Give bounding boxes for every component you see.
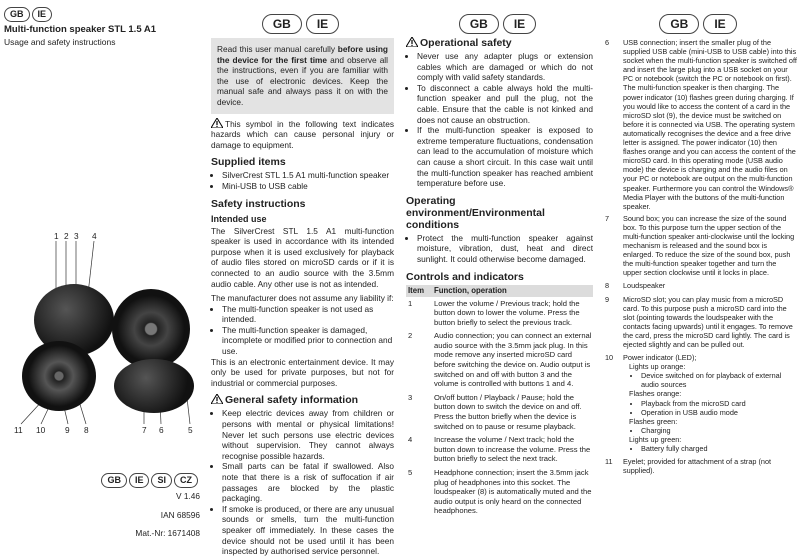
led-state-label: Lights up orange:: [629, 362, 686, 372]
general-heading: [211, 394, 394, 406]
callout-number: 10: [36, 425, 46, 435]
item-text: On/off button / Playback / Pause; hold the button down to switch the device on and off. Press the button briefly when the device is switched on to pause or resume playback.: [434, 392, 582, 431]
callout-number: 3: [74, 231, 79, 241]
list-item: • Protect the multi-function speaker against moisture, vibration, dust, heat and direct sunlight. It could otherwise become damaged.: [417, 233, 593, 265]
table-row: [406, 391, 593, 433]
led-state-label: Flashes orange:: [629, 389, 682, 399]
table-row: [406, 466, 593, 518]
item-number: 11: [605, 457, 613, 467]
liability-list: [211, 304, 394, 357]
table-row: [603, 293, 797, 352]
list-item: • The multi-function speaker is damaged, incomplete or modified prior to connection and use.: [222, 325, 394, 357]
callout-number: 6: [159, 425, 164, 435]
controls-table-header: [406, 285, 593, 297]
lang-badge: GB: [4, 7, 30, 22]
item-text: MicroSD slot; you can play music from a microSD card. To this purpose push a microSD card into the slot (pointing towards the loudspeaker with the contacts facing upwards) until it engages. To remove the card, press the microSD card lightly. The card is ejected slightly and can be pulled out.: [623, 294, 793, 349]
led-state-list: [623, 399, 797, 417]
item-number: 5: [408, 468, 413, 477]
intro-text: Read this user manual carefully: [217, 44, 338, 54]
column-header: Function, operation: [434, 285, 507, 295]
col3-lang-badges: [406, 14, 593, 34]
environment-heading: Operating environment/Environmental conditions: [406, 194, 545, 231]
callout-number: 5: [188, 425, 193, 435]
table-row: [603, 455, 797, 477]
intro-text-end: and observe all the instructions, even if you are familiar with the use of electronic devices. Keep the manual safe and always pass it on with the device.: [217, 54, 388, 107]
callout-number: 1: [54, 231, 59, 241]
material-number: Mat.-Nr: 1671408: [135, 528, 200, 538]
operational-heading: [406, 37, 593, 49]
list-item: • Small parts can be fatal if swallowed. Also note that there is a risk of suffocation if air passages are blocked by the plastic packaging.: [222, 461, 394, 503]
item-number: 4: [408, 435, 413, 445]
warning-icon: [406, 37, 418, 47]
lang-badge: IE: [32, 7, 53, 22]
list-item: • To disconnect a cable always hold the multi-function speaker and pull the plug, not the cable. Ensure that the cable is not kinked and does not cause an obstruction.: [417, 83, 593, 125]
led-state-list: [623, 444, 797, 453]
lang-badge: IE: [129, 473, 150, 488]
item-text: USB connection; insert the smaller plug of the supplied USB cable (mini-USB to USB cable) into this socket when the multi-function speaker is switched off and insert the large plug into a USB socket on your PC or notebook (switch the PC or notebook on first). The multi-function speaker is then charging. The power indicator (10) flashes green during charging. If you would like to access the content of a card in the microSD slot (9), the device must be switched on before it is connected via USB. The operating system automatically recognises the device and a free drive letter is assigned. The power indicator (10) then flashes orange and you can access the content of the microSD card. In this operating mode (USB audio mode) the device is charging and the audio files on your PC or notebook are output on the multi-function speaker. Furthermore you can control the Windows® Media Player with the buttons of the multi-function speaker.: [623, 38, 797, 211]
led-state-list: [623, 426, 797, 435]
table-row: [603, 279, 797, 292]
led-state-list: [623, 371, 797, 389]
list-item: • Playback from the microSD card: [641, 399, 797, 408]
general-heading-text: General safety information: [225, 394, 359, 407]
item-number: 2: [408, 331, 413, 341]
item-number: 3: [408, 392, 413, 402]
col4: [603, 14, 797, 477]
list-item: • Never use any adapter plugs or extension cables which are damaged or which do not comply with valid safety standards.: [417, 51, 593, 83]
callout-number: 11: [14, 425, 23, 435]
intro-bold: before using the device for the first time: [217, 44, 388, 65]
led-state-label: Flashes green:: [629, 416, 678, 426]
warning-icon: [211, 394, 223, 404]
lang-badge: CZ: [174, 473, 198, 488]
item-number: 6: [605, 38, 610, 47]
lang-badge: SI: [151, 473, 172, 488]
symbol-note-text: This symbol in the following text indicates hazards which can cause personal injury or damage to equipment.: [211, 118, 394, 150]
power-indicator-label: Power indicator (LED);: [623, 353, 697, 363]
controls-table: [406, 297, 593, 518]
callout-number: 7: [142, 425, 147, 435]
list-item: • Keep electric devices away from children or persons with mental or physical limitations! Never let such persons use electric devices without supervision. They cannot always recognise possible hazards.: [222, 408, 394, 461]
list-item: • If the multi-function speaker is exposed to extreme temperature fluctuations, condensation can lead to the accumulation of moisture which can cause a short circuit. In this case wait until the multi-function speaker has reached ambient temperature before use.: [417, 125, 593, 189]
col3: [406, 14, 593, 518]
col2-lang-badges: [211, 14, 394, 34]
lang-badge: GB: [659, 14, 699, 34]
led-state-label: Lights up green:: [629, 434, 682, 444]
item-text: Lower the volume / Previous track; hold the button down to lower the volume. Press the button briefly to select the previous track.: [434, 298, 580, 327]
operational-list: [406, 51, 593, 189]
table-row: [406, 329, 593, 391]
environment-list: [406, 233, 593, 265]
item-number: 9: [605, 294, 610, 304]
callout-number: 9: [65, 425, 70, 435]
table-row: [603, 212, 797, 280]
intended-text: The SilverCrest STL 1.5 A1 multi-function speaker is used in accordance with its intended purpose when it is used exclusively for playback of audio files stored on microSD cards or if it is connected to an audio source with the 3.5mm audio cable. Any other use is not as intended.: [211, 225, 394, 289]
lang-badges-top: [4, 4, 200, 22]
list-item: • If smoke is produced, or there are any unusual sounds or smells, turn the multi-function speaker off immediately. In these cases the device should not be used until it has been inspected by authorised service personnel.: [222, 504, 394, 557]
item-text: Sound box; you can increase the size of the sound box. To this purpose turn the upper section of the multi-function speaker anti-clockwise until the locking mechanism is released and the sound box is enlarged. To reduce the size of the sound box, push the multi-function speaker together and turn the upper section clockwise until it locks in place.: [623, 213, 795, 278]
lang-badge: GB: [459, 14, 499, 34]
operational-heading-text: Operational safety: [420, 37, 512, 49]
version: V 1.46: [176, 491, 200, 501]
supplied-list: [211, 170, 394, 191]
list-item: • SilverCrest STL 1.5 A1 multi-function speaker: [222, 170, 394, 181]
safety-heading: Safety instructions: [211, 197, 306, 210]
item-text: Audio connection; you can connect an external audio source with the 3.5mm jack plug. In this mode remove any inserted microSD card before switching the device on. Audio output is switched on and off with button 3 and the volume is controlled with buttons 1 and 4.: [434, 331, 592, 389]
callout-number: 8: [84, 425, 89, 435]
lang-badge: IE: [306, 14, 339, 34]
product-figure: [4, 229, 200, 439]
list-item: • Charging: [641, 426, 797, 435]
list-item: • Battery fully charged: [641, 444, 797, 453]
entertainment-text: This is an electronic entertainment device. It may only be used for private purposes, but not for industrial or commercial purposes.: [211, 356, 394, 388]
item-text: Headphone connection; insert the 3.5mm jack plug of headphones into this socket. The loudspeaker (8) is automatically muted and the audio output is only heard on the connected headphones.: [434, 468, 592, 516]
lang-badge: GB: [262, 14, 302, 34]
supplied-heading: Supplied items: [211, 156, 286, 169]
col1: [4, 4, 200, 549]
list-item: • Device switched on for playback of external audio sources: [641, 371, 797, 389]
product-title: Multi-function speaker STL 1.5 A1: [4, 24, 157, 35]
item-text: [623, 353, 797, 453]
table-row: [603, 351, 797, 455]
item-number: 10: [605, 353, 614, 363]
table-row: [406, 297, 593, 330]
table-row: [406, 433, 593, 466]
table-row: [603, 37, 797, 212]
speaker-device-right: [112, 289, 190, 369]
list-item: • Operation in USB audio mode: [641, 408, 797, 417]
lang-badge: IE: [703, 14, 736, 34]
intro-box: [211, 38, 394, 114]
ian-number: IAN 68596: [160, 510, 200, 520]
symbol-note: [211, 118, 394, 151]
list-item: • Mini-USB to USB cable: [222, 181, 394, 192]
list-item: • The multi-function speaker is not used as intended.: [222, 304, 394, 325]
col4-lang-badges: [603, 14, 797, 34]
item-number: 7: [605, 213, 610, 223]
item-text: Increase the volume / Next track; hold the button down to increase the volume. Press the button briefly to select the next track.: [434, 435, 591, 464]
callout-number: 4: [92, 231, 97, 241]
speaker-device-bottom-left: [22, 341, 96, 411]
lang-badge: IE: [503, 14, 536, 34]
column-header: Item: [408, 285, 425, 295]
lang-badges-bottom: [101, 470, 200, 488]
item-text: Eyelet; provided for attachment of a strap (not supplied).: [623, 457, 772, 476]
general-list: [211, 408, 394, 556]
lang-badge: GB: [101, 473, 127, 488]
callout-number: 2: [64, 231, 69, 241]
controls-heading: Controls and indicators: [406, 270, 524, 283]
speaker-device-bottom-right: [114, 359, 194, 413]
liability-text: The manufacturer does not assume any liability if:: [211, 293, 394, 304]
intended-heading: Intended use: [211, 213, 267, 224]
item-number: 8: [605, 281, 610, 291]
product-subtitle: Usage and safety instructions: [4, 37, 116, 47]
warning-icon: [211, 118, 223, 128]
col2: [211, 14, 394, 557]
item-text: Loudspeaker: [623, 281, 666, 291]
item-number: 1: [408, 298, 413, 308]
